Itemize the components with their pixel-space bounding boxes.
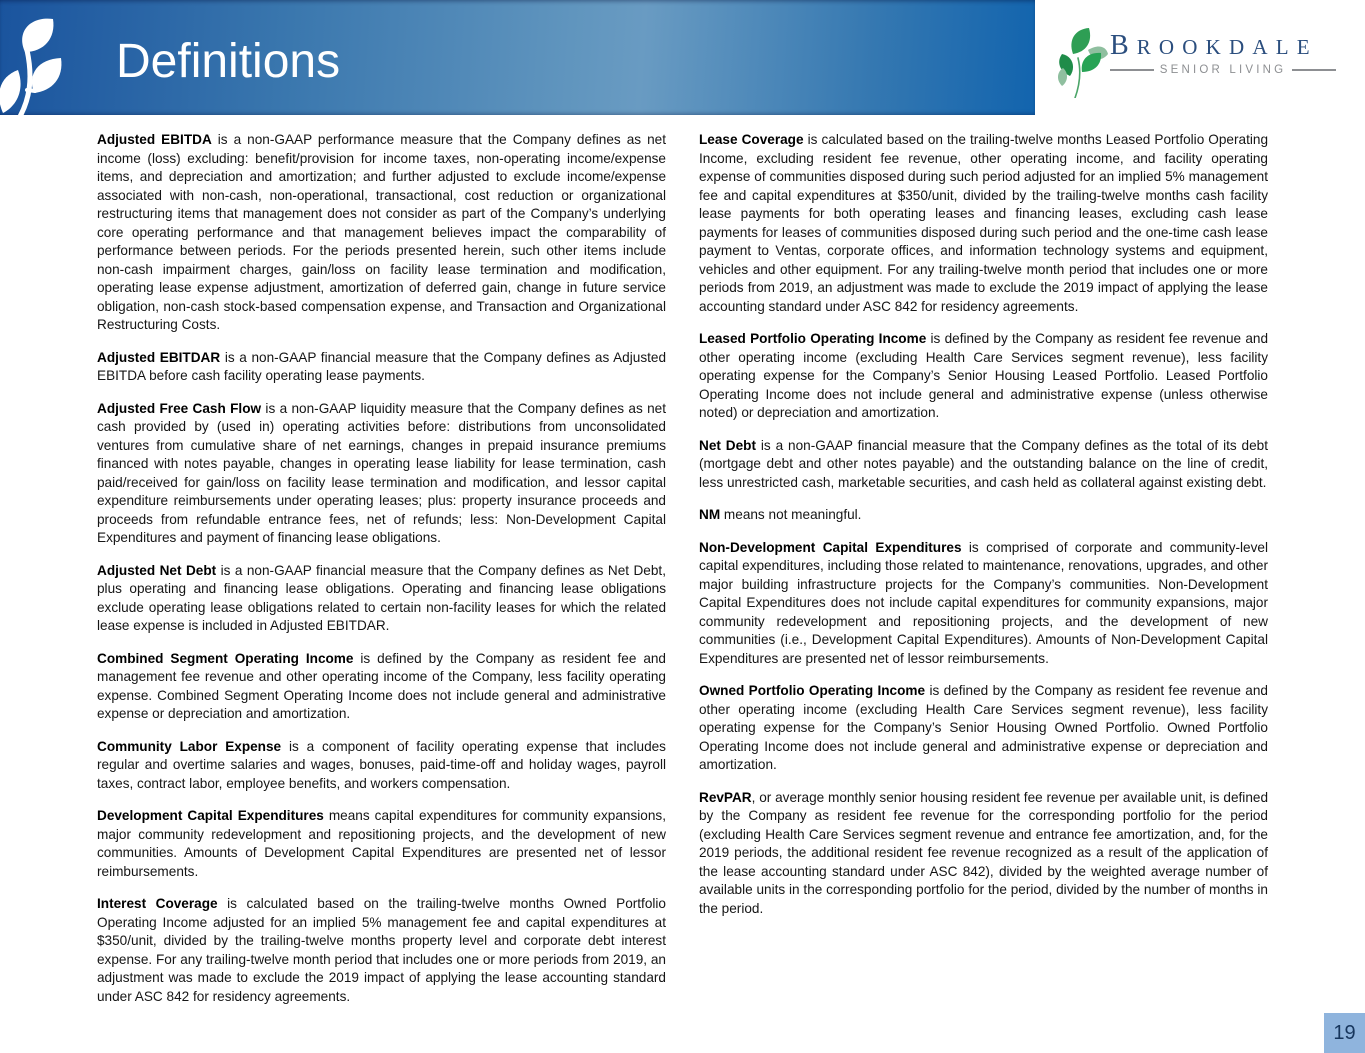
brookdale-tagline-row — [1110, 64, 1336, 76]
definition-paragraph — [699, 437, 1268, 493]
definition-text: is defined by the Company as resident fee and management fee revenue and other operating income of the Company, less facility operating expense. Combined Segment Operating Income does not include general and administrative expense or depreciation and amortization. — [97, 650, 666, 721]
brand-rest: ROOKDALE — [1136, 35, 1318, 59]
definition-text: is comprised of corporate and community-level capital expenditures, including those related to maintenance, renovations, upgrades, and other major building infrastructure projects for the Company’s communities. Non-Development Capital Expenditures does not include capital expenditures for community expansions, major community redevelopment and repositioning projects, and the development of new communities (i.e., Development Capital Expenditures). Amounts of Non-Development Capital Expenditures are presented net of lessor reimbursements. — [699, 539, 1268, 666]
definition-paragraph — [97, 650, 666, 724]
definition-term: Community Labor Expense — [97, 738, 282, 754]
definition-text: is a non-GAAP liquidity measure that the Company defines as net cash provided by (used in) operating activities before: distributions from unconsolidated ventures from cumulative share of net earnings, changes in prepaid insurance premiums financed with notes payable, changes in operating lease liability for lease termination, cash paid/received for gain/loss on facility lease termination and modification, and lessor capital expenditure reimbursements under operating leases; plus: property insurance proceeds and proceeds from refundable entrance fees, net of refunds; less: Non-Development Capital Expenditures and payment of financing lease obligations. — [97, 400, 666, 545]
definition-text: is defined by the Company as resident fee revenue and other operating income (excluding Health Care Services segment revenue), less facility operating expense for the Company’s Senior Housing Leased Portfolio. Leased Portfolio Operating Income does not include general and administrative expense (unless otherwise noted) or depreciation and amortization. — [699, 331, 1269, 420]
brookdale-logo-text — [1110, 32, 1336, 76]
definition-term: RevPAR — [699, 789, 752, 805]
definition-text: is calculated based on the trailing-twelve months Owned Portfolio Operating Income adjusted for an implied 5% management fee and capital expenditures at $350/unit, divided by the trailing-twelve months property level and corporate debt interest expense. For any trailing-twelve month period that includes one or more periods from 2019, an adjustment was made to exclude the 2019 impact of applying the lease accounting standard under ASC 842 for residency agreements. — [97, 896, 666, 1004]
page-number: 19 — [1333, 1021, 1356, 1044]
page-title: Definitions — [116, 35, 341, 88]
definition-paragraph — [699, 131, 1268, 316]
definitions-column-left — [97, 131, 666, 1020]
definition-term: Lease Coverage — [699, 132, 804, 147]
page-number-badge — [1324, 1013, 1365, 1053]
definition-paragraph — [97, 562, 666, 636]
definition-term: Adjusted EBITDA — [97, 132, 212, 147]
definitions-body — [97, 131, 1268, 1020]
definition-paragraph — [699, 330, 1268, 423]
definition-text: means not meaningful. — [720, 507, 862, 522]
definition-term: Interest Coverage — [97, 896, 218, 911]
definition-term: Non-Development Capital Expenditures — [699, 539, 962, 555]
brookdale-tagline: SENIOR LIVING — [1159, 64, 1287, 76]
definition-paragraph — [97, 349, 666, 386]
definition-term: Adjusted Free Cash Flow — [97, 400, 262, 416]
definition-text: is defined by the Company as resident fee revenue and other operating income (excluding Health Care Services segment revenue), less facility operating expense for the Company’s Senior Housing Owned Portfolio. Owned Portfolio Operating Income does not include general and administrative expense or depreciation and amortization. — [699, 683, 1268, 772]
definition-text: is a component of facility operating expense that includes regular and overtime salaries and wages, bonuses, paid-time-off and holiday wages, payroll taxes, contract labor, employee benefits, and workers compensation. — [97, 738, 666, 791]
definition-paragraph — [97, 400, 666, 548]
definition-term: Combined Segment Operating Income — [97, 650, 354, 666]
definition-term: Owned Portfolio Operating Income — [699, 683, 926, 698]
definition-text: is a non-GAAP financial measure that the Company defines as Net Debt, plus operating and financing lease obligations. Operating and financing lease obligations exclude operating lease obligations related to certain non-facility leases for which the related lease expense is included in Adjusted EBITDAR. — [97, 562, 666, 633]
definition-term: NM — [699, 507, 721, 522]
leaf-sprig-icon — [0, 0, 110, 115]
brookdale-wordmark — [1110, 32, 1336, 60]
definition-paragraph — [699, 682, 1268, 775]
definition-paragraph — [97, 738, 666, 794]
brand-initial: B — [1110, 30, 1137, 61]
definition-term: Net Debt — [699, 437, 756, 453]
tagline-rule-left — [1110, 69, 1154, 71]
definition-paragraph — [699, 506, 1268, 525]
definitions-column-right — [699, 131, 1268, 1020]
definition-text: is a non-GAAP performance measure that the Company defines as net income (loss) excluding: benefit/provision for income taxes, non-operating income/expense items, and depreciation and amortization; and further adjusted to exclude income/expense associated with non-cash, non-operational, transactional, cost reduction or organizational restructuring items that management does not consider as part of the Company’s underlying core operating performance and that management believes impact the comparability of performance between periods. For the periods presented herein, such other items include non-cash impairment charges, gain/loss on facility lease termination and modification, operating lease expense adjustment, amortization of deferred gain, change in future service obligation, non-cash stock-based compensation expense, and Transaction and Organizational Restructuring Costs. — [97, 132, 666, 332]
brookdale-leaf-icon — [1058, 24, 1108, 98]
definition-paragraph — [97, 131, 666, 335]
header-bar — [0, 0, 1035, 115]
definition-paragraph — [97, 807, 666, 881]
definition-term: Adjusted Net Debt — [97, 562, 217, 578]
definition-text: is a non-GAAP financial measure that the Company defines as the total of its debt (mortgage debt and other notes payable) and the outstanding balance on the line of credit, less unrestricted cash, marketable securities, and cash held as collateral against existing debt. — [699, 437, 1269, 490]
definition-paragraph — [97, 895, 666, 1006]
definition-term: Development Capital Expenditures — [97, 808, 324, 823]
definition-text: , or average monthly senior housing resident fee revenue per available unit, is defined by the Company as resident fee revenue for the corresponding portfolio for the period (excluding Health Care Services segment revenue and entrance fee amortization, and, for the 2019 periods, the additional resident fee revenue recognized as a result of the application of the lease accounting standard under ASC 842), divided by the weighted average number of available units in the corresponding portfolio for the period, divided by the number of months in the period. — [699, 789, 1268, 916]
definition-text: is calculated based on the trailing-twelve months Leased Portfolio Operating Income, excluding resident fee revenue, other operating income, and facility operating expense of communities disposed during such period adjusted for an implied 5% management fee and capital expenditures at $350/unit, divided by the trailing-twelve months cash facility lease payments for both operating leases and financing leases, excluding cash lease payments for leases of communities disposed during such period and the one-time cash lease payment to Ventas, corporate offices, and information technology systems and equipment, vehicles and other equipment. For any trailing-twelve month period that includes one or more periods from 2019, an adjustment was made to exclude the 2019 impact of applying the lease accounting standard under ASC 842 for residency agreements. — [699, 132, 1269, 314]
tagline-rule-right — [1292, 69, 1336, 71]
definition-text: means capital expenditures for community expansions, major community redevelopment and repositioning projects, and the development of new communities. Amounts of Development Capital Expenditures are presented net of lessor reimbursements. — [97, 808, 666, 879]
definition-term: Leased Portfolio Operating Income — [699, 331, 927, 346]
definition-paragraph — [699, 539, 1268, 669]
brookdale-logo — [1058, 20, 1340, 100]
definition-paragraph — [699, 789, 1268, 919]
definition-term: Adjusted EBITDAR — [97, 349, 221, 365]
definition-text: is a non-GAAP financial measure that the Company defines as Adjusted EBITDA before cash facility operating lease payments. — [97, 349, 667, 383]
